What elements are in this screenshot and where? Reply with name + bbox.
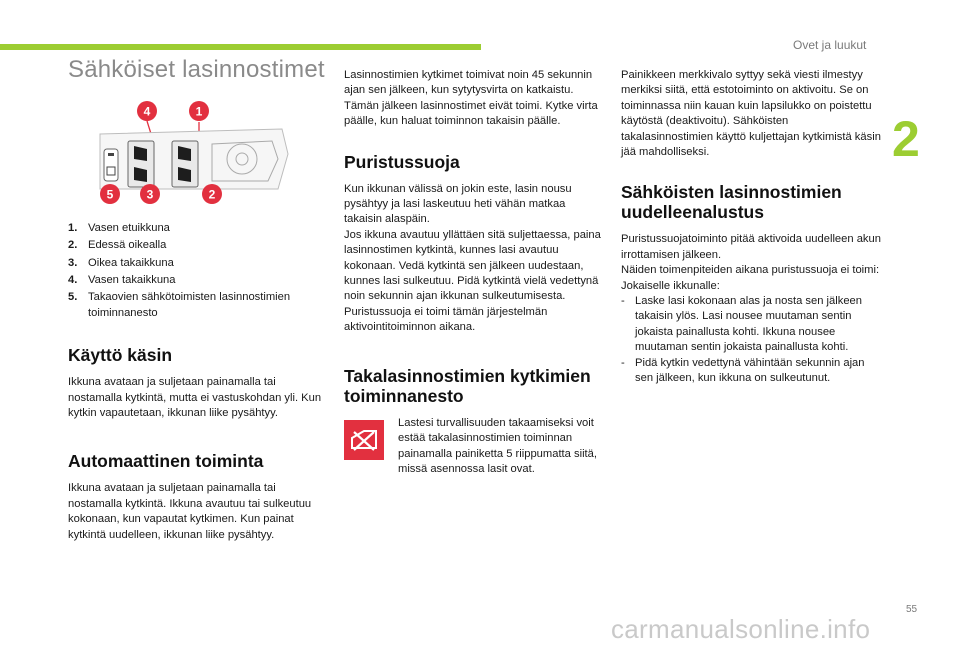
intro-paragraph: Tämän jälkeen lasinnostimet eivät toimi. Kytke virta päälle, kun haluat toiminnon takaisin päälle. bbox=[344, 99, 598, 128]
pinch-protection-text: Jos ikkuna avautuu yllättäen sitä suljettaessa, paina lasinnostimen kytkintä, kunnes lasi avautuu kokonaan. Vedä kytkintä sen jälkeen uudestaan, kunnes lasi sulkeutuu. Pidä kytkintä vielä vedettynä noin sekunnin ajan ikkunan sulkeutumisesta. bbox=[344, 228, 601, 303]
callout-3 bbox=[140, 184, 160, 204]
child-lock-window-icon bbox=[344, 420, 384, 460]
pinch-protection-text: Kun ikkunan välissä on jokin este, lasin nousu pysähtyy ja lasi laskeutuu heti vähän matkaa takaisin alaspäin. bbox=[344, 182, 572, 226]
legend-item: 5. Takaovien sähkötoimisten lasinnostimien toiminnanesto bbox=[68, 291, 291, 319]
page-title: Sähköiset lasinnostimet bbox=[68, 56, 325, 83]
window-switch-panel-figure bbox=[92, 89, 292, 207]
callout-1 bbox=[189, 101, 209, 121]
header-accent-bar bbox=[0, 44, 481, 50]
page-number: 55 bbox=[906, 604, 918, 615]
callout-5 bbox=[100, 184, 120, 204]
automatic-operation-heading: Automaattinen toiminta bbox=[68, 451, 264, 472]
reinitialisation-text: Puristussuojatoiminto pitää aktivoida uudelleen akun irrottamisen jälkeen. bbox=[621, 233, 881, 261]
legend-item: 3. Oikea takaikkuna bbox=[68, 256, 174, 269]
child-safety-text: Lastesi turvallisuuden takaamiseksi voit estää takalasinnostimien toiminnan painamalla painiketta 5 riippumatta siitä, missä asennossa lasit ovat. bbox=[398, 416, 597, 475]
pinch-protection-heading: Puristussuoja bbox=[344, 151, 460, 172]
manual-operation-text: Ikkuna avataan ja suljetaan painamalla tai nostamalla kytkintä, mutta ei vastuskohdan yli. Kun kytkin vapautetaan, ikkunan liike pysähtyy. bbox=[68, 376, 322, 420]
svg-text:5: 5 bbox=[106, 187, 114, 202]
figure-legend bbox=[68, 221, 330, 321]
child-safety-note bbox=[344, 416, 606, 478]
callout-4 bbox=[137, 101, 157, 121]
automatic-operation-text: Ikkuna avataan ja suljetaan painamalla tai nostamalla kytkintä. Ikkuna avautuu tai sulkeutuu kokonaan, kun vapautat kytkimen. Kun painat kytkintä uudelleen, ikkunan liike pysähtyy. bbox=[68, 482, 312, 541]
lock-indicator-text: Painikkeen merkkivalo syttyy sekä viesti ilmestyy merkiksi siitä, että estotoiminto on aktivoitu. Se on toiminnassa niin kauan kuin lapsilukko on poistettu käytöstä (deaktivoitu). Sähköisten takalasinnostimien käyttö kuljettajan kytkimistä käsin jää mahdolliseksi. bbox=[621, 69, 881, 159]
svg-text:3: 3 bbox=[146, 187, 154, 202]
list-item: - Pidä kytkin vedettynä vähintään sekunnin ajan sen jälkeen, kun ikkuna on sulkeutunut. bbox=[621, 356, 865, 385]
reinitialisation-text: Jokaiselle ikkunalle: bbox=[621, 279, 720, 292]
chapter-number: 2 bbox=[892, 111, 920, 167]
callout-2 bbox=[202, 184, 222, 204]
column-2 bbox=[344, 68, 606, 477]
column-1 bbox=[68, 56, 330, 543]
column-3 bbox=[621, 68, 883, 387]
legend-item: 1. Vasen etuikkuna bbox=[68, 221, 170, 234]
watermark: carmanualsonline.info bbox=[611, 614, 871, 644]
legend-item: 2. Edessä oikealla bbox=[68, 239, 167, 252]
svg-text:4: 4 bbox=[143, 104, 151, 119]
rear-lock-heading: Takalasinnostimien kytkimien toiminnanesto bbox=[344, 365, 591, 406]
manual-operation-heading: Käyttö käsin bbox=[68, 345, 173, 366]
svg-text:1: 1 bbox=[195, 104, 203, 119]
reinitialisation-text: Näiden toimenpiteiden aikana puristussuoja ei toimi: bbox=[621, 264, 880, 277]
reinitialisation-steps bbox=[621, 294, 883, 386]
legend-item: 4. Vasen takaikkuna bbox=[68, 274, 176, 287]
list-item: - Laske lasi kokonaan alas ja nosta sen jälkeen takaisin ylös. Lasi nousee muutaman sentin jokaista painallusta kohti. Ikkuna nousee muutaman sentin jokaista painallusta kohti. bbox=[621, 295, 863, 354]
reinitialisation-heading: Sähköisten lasinnostimien uudelleenalustus bbox=[621, 182, 842, 223]
pinch-protection-text: Puristussuoja ei toimi tämän järjestelmän aktivointitoiminnon aikana. bbox=[344, 305, 548, 334]
svg-text:2: 2 bbox=[208, 187, 216, 202]
intro-paragraph: Lasinnostimien kytkimet toimivat noin 45 sekunnin ajan sen jälkeen, kun sytytysvirta on katkaistu. bbox=[344, 69, 593, 97]
section-label: Ovet ja luukut bbox=[793, 38, 867, 52]
